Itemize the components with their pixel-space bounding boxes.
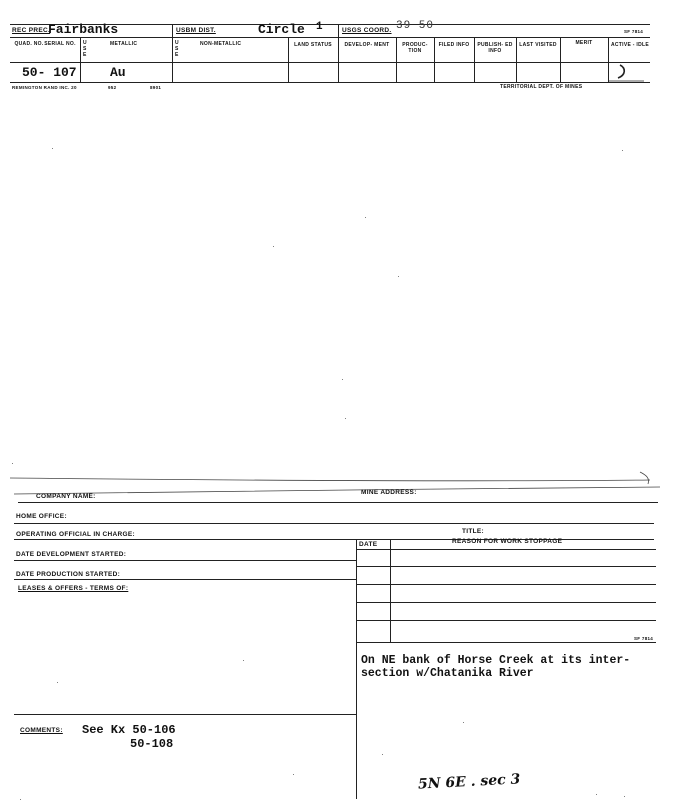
date-col-label: DATE: [359, 541, 378, 548]
col-sep: [288, 37, 289, 82]
col-use-code: U S E: [83, 40, 87, 58]
leases-label: LEASES & OFFERS - TERMS OF:: [18, 585, 129, 592]
bottom-rule: [10, 82, 650, 83]
location-note-line-1: On NE bank of Horse Creek at its inter-: [361, 654, 631, 667]
col-sep: [172, 24, 173, 82]
col-sep: [516, 37, 517, 82]
usbm-dist-mark: 1: [316, 21, 323, 33]
table-row-rule: [356, 620, 656, 621]
usgs-coord-label: USGS COORD.: [342, 27, 392, 34]
center-divider: [356, 539, 357, 799]
table-bottom-rule: [356, 642, 656, 643]
printer-code-2: 8901: [150, 85, 162, 90]
usgs-coord-value: 39 50: [396, 20, 435, 32]
metallic-value: Au: [110, 65, 126, 80]
row-rule: [10, 62, 650, 63]
line-home-office: [14, 523, 654, 524]
operating-official-label: OPERATING OFFICIAL IN CHARGE:: [16, 531, 135, 538]
col-sep: [474, 37, 475, 82]
table-row-rule: [356, 584, 656, 585]
rec-prec-label: REC PREC.: [12, 27, 51, 34]
department: TERRITORIAL DEPT. OF MINES: [500, 84, 583, 90]
usbm-dist-label: USBM DIST.: [176, 27, 216, 34]
col-sep: [434, 37, 435, 82]
line-company: [18, 502, 658, 503]
col-land-status: LAND STATUS: [294, 42, 332, 48]
title-label: TITLE:: [462, 528, 485, 535]
col-quad-no: QUAD. NO.: [14, 41, 44, 47]
location-note-line-2: section w/Chatanika River: [361, 667, 534, 680]
reason-label: REASON FOR WORK STOPPAGE: [452, 538, 563, 545]
col-filed-info: FILED INFO: [438, 42, 470, 48]
date-development-label: DATE DEVELOPMENT STARTED:: [16, 551, 127, 558]
line-comments: [14, 714, 356, 715]
table-col-sep: [390, 539, 391, 642]
company-name-label: COMPANY NAME:: [36, 493, 96, 500]
date-production-label: DATE PRODUCTION STARTED:: [16, 571, 121, 578]
col-last-visited: LAST VISITED: [519, 42, 557, 48]
mine-address-label: MINE ADDRESS:: [361, 489, 417, 496]
handwritten-note: 5N 6E . sec 3: [417, 771, 521, 793]
col-sep: [338, 24, 339, 82]
check-mark-icon: [606, 62, 646, 84]
table-row-rule: [356, 566, 656, 567]
table-row-rule: [356, 602, 656, 603]
comments-value-2: 50-108: [130, 737, 174, 751]
col-development: DEVELOP- MENT: [344, 42, 390, 48]
form-code-2: SF 7814: [634, 636, 654, 641]
col-active-idle: ACTIVE - IDLE: [610, 42, 650, 48]
header-rule: [10, 37, 650, 38]
printer-code-1: 952: [108, 85, 117, 90]
form-code: SF 7814: [624, 29, 644, 34]
col-serial-no: SERIAL NO.: [44, 41, 76, 47]
card-edge: [0, 470, 678, 500]
quad-serial-value: 50- 107: [22, 65, 77, 80]
col-use-code-2: U S E: [175, 40, 179, 58]
table-head-rule: [356, 549, 656, 550]
line-date-development: [14, 560, 356, 561]
col-production: PRODUC- TION: [402, 42, 428, 54]
comments-label: COMMENTS:: [20, 727, 63, 734]
col-non-metallic: NON-METALLIC: [200, 41, 242, 47]
printer-line: REMINGTON RAND INC. 20: [12, 85, 77, 90]
line-date-production: [14, 579, 356, 580]
col-metallic: METALLIC: [110, 41, 138, 47]
comments-value-1: See Kx 50-106: [82, 723, 176, 737]
col-sep: [560, 37, 561, 82]
col-merit: MERIT: [575, 40, 593, 46]
usbm-dist-value: Circle: [258, 22, 305, 37]
home-office-label: HOME OFFICE:: [16, 513, 67, 520]
col-published-info: PUBLISH- ED INFO: [477, 42, 513, 54]
col-sep: [80, 37, 81, 82]
rec-prec-value: Fairbanks: [48, 22, 119, 37]
